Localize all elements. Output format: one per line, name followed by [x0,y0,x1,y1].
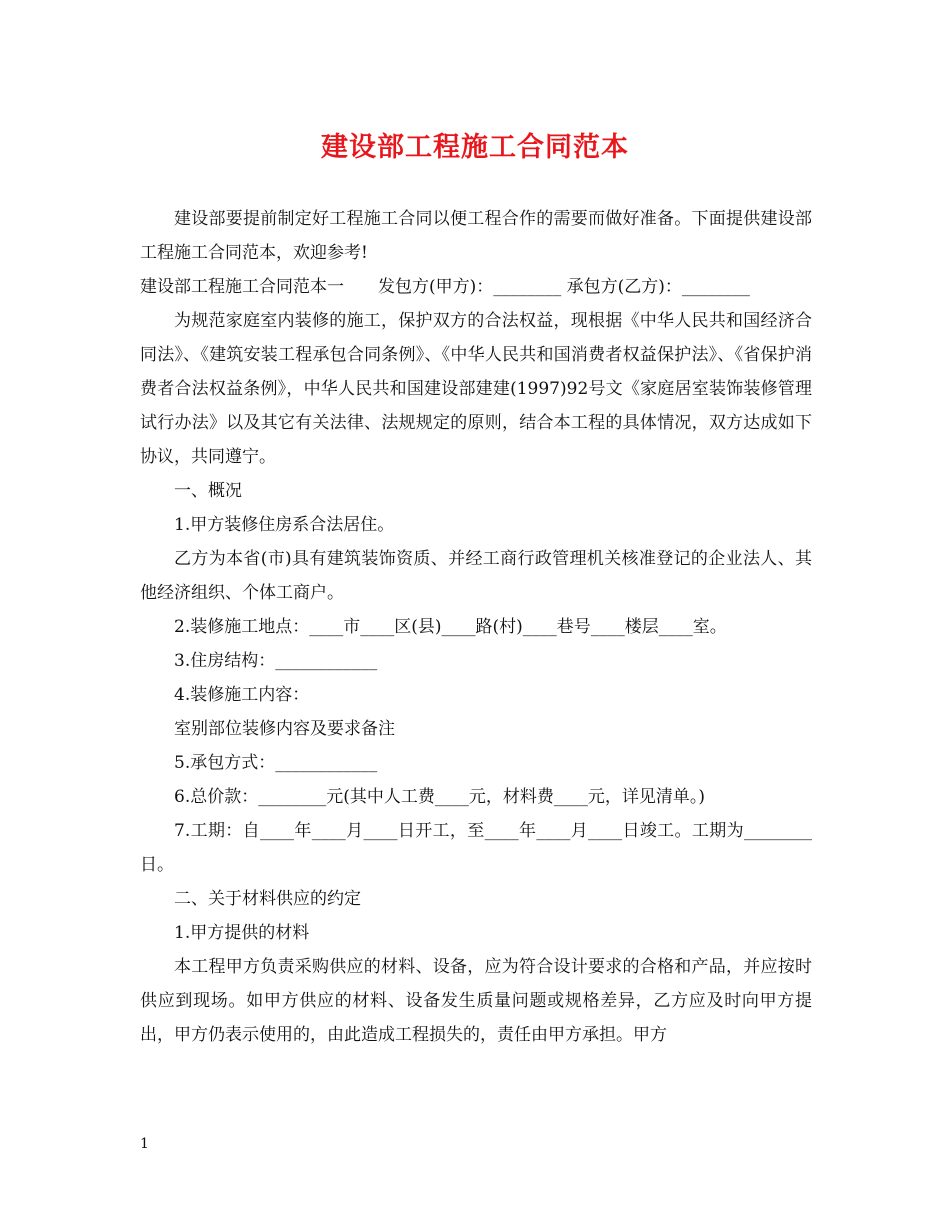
legal-basis-paragraph: 为规范家庭室内装修的施工，保护双方的合法权益，现根据《中华人民共和国经济合同法》、《建筑安装工程承包合同条例》、《中华人民共和国消费者权益保护法》、《省保护消费者合法权益条例》，中华人民共和国建设部建建(1997)92号文《家庭居室装饰装修管理试行办法》以及其它有关法律、法规规定的原则，结合本工程的具体情况，双方达成如下协议，共同遵宁。 [140,311,812,467]
clause-5-contract-method: 5.承包方式：____________ [174,753,378,773]
section-heading-materials: 二、关于材料供应的约定 [174,889,361,909]
contract-parties-line: 建设部工程施工合同范本一 发包方(甲方)：________ 承包方(乙方)：________ [140,277,750,297]
content-table-heading: 室别部位装修内容及要求备注 [174,719,395,739]
clause-4-content: 4.装修施工内容： [174,685,310,705]
section-heading-overview: 一、概况 [174,481,242,501]
document-body [140,202,812,1052]
document-title: 建设部工程施工合同范本 [321,132,629,163]
contractor-qualification-paragraph: 乙方为本省(市)具有建筑装饰资质、并经工商行政管理机关核准登记的企业法人、其他经济组织、个体工商户。 [140,549,812,603]
page-number: 1 [140,1136,149,1152]
clause-3-structure: 3.住房结构：____________ [174,651,378,671]
clause-1: 1.甲方装修住房系合法居住。 [174,515,395,535]
clause-6-total-price: 6.总价款：________元(其中人工费____元，材料费____元，详见清单。) [174,787,705,807]
materials-paragraph: 本工程甲方负责采购供应的材料、设备，应为符合设计要求的合格和产品，并应按时供应到现场。如甲方供应的材料、设备发生质量问题或规格差异，乙方应及时向甲方提出，甲方仍表示使用的，由此造成工程损失的，责任由甲方承担。甲方 [140,957,812,1045]
materials-clause-1: 1.甲方提供的材料 [174,923,310,943]
clause-7-duration: 7.工期：自____年____月____日开工，至____年____月____日竣工。工期为________日。 [140,821,812,875]
clause-2-location: 2.装修施工地点：____市____区(县)____路(村)____巷号____楼层____室。 [174,617,727,637]
intro-paragraph: 建设部要提前制定好工程施工合同以便工程合作的需要而做好准备。下面提供建设部工程施工合同范本，欢迎参考! [140,209,812,263]
